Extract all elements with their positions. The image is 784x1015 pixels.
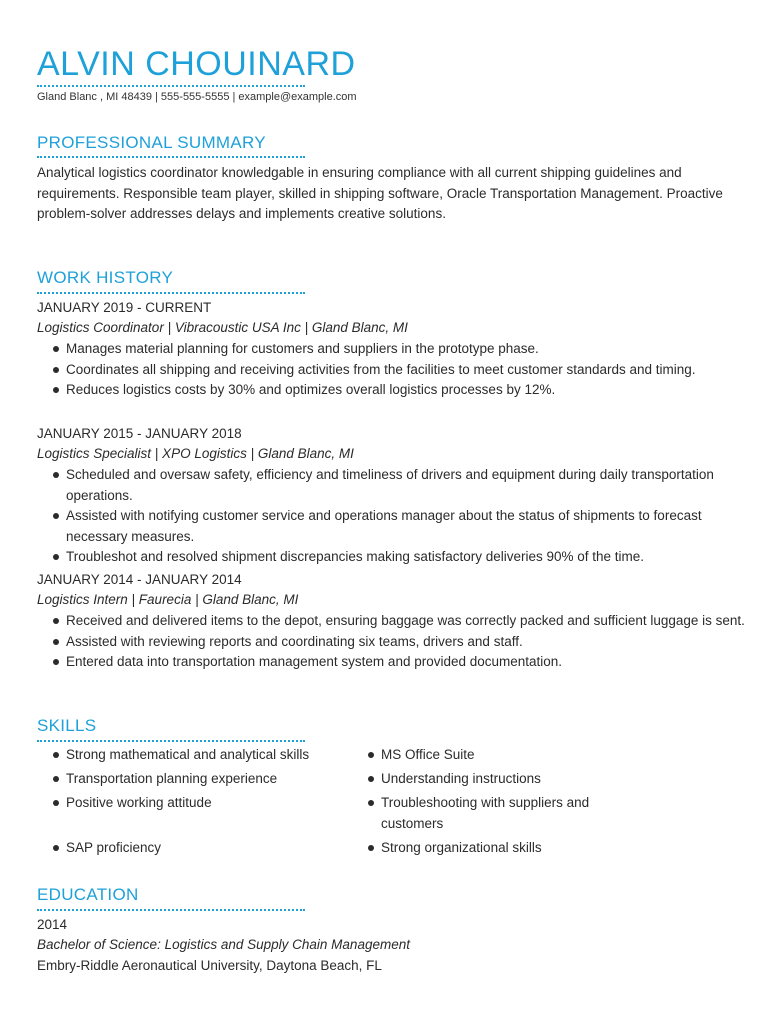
skills-divider [37, 740, 305, 742]
work-history-title: WORK HISTORY [37, 268, 174, 287]
job-bullet: Coordinates all shipping and receiving activities from the facilities to meet customer standards and timing. [51, 360, 751, 381]
skill-item: MS Office Suite [366, 745, 641, 766]
summary-divider [37, 156, 305, 158]
job-bullet: Entered data into transportation management system and provided documentation. [51, 652, 751, 673]
job-bullets [51, 465, 751, 568]
job-role: Logistics Specialist | XPO Logistics | Gland Blanc, MI [37, 446, 354, 461]
education-field: : Logistics and Supply Chain Management [157, 937, 410, 952]
education-degree: Bachelor of Science [37, 937, 158, 952]
job-dates: JANUARY 2015 - JANUARY 2018 [37, 426, 242, 441]
education-title: EDUCATION [37, 885, 139, 904]
skill-item: Understanding instructions [366, 769, 641, 790]
job-bullet: Reduces logistics costs by 30% and optimizes overall logistics processes by 12%. [51, 380, 751, 401]
skill-item: Positive working attitude [51, 793, 366, 814]
skill-item: Strong mathematical and analytical skills [51, 745, 366, 766]
job-bullet: Scheduled and oversaw safety, efficiency and timeliness of drivers and equipment during daily transportation operations. [51, 465, 751, 506]
education-school: Embry-Riddle Aeronautical University, Daytona Beach, FL [37, 958, 382, 973]
summary-text: Analytical logistics coordinator knowledgable in ensuring compliance with all current shipping guidelines and requirements. Responsible team player, skilled in shipping software, Oracle Transportation Management. Proactive problem-solver addresses delays and implements creative solutions. [37, 165, 723, 221]
name-divider [37, 85, 305, 87]
job-bullet: Manages material planning for customers and suppliers in the prototype phase. [51, 339, 751, 360]
skill-item: Troubleshooting with suppliers and customers [366, 793, 641, 834]
job-bullets [51, 611, 751, 673]
summary-title: PROFESSIONAL SUMMARY [37, 133, 266, 152]
education-divider [37, 909, 305, 911]
job-bullets [51, 339, 751, 401]
candidate-name: ALVIN CHOUINARD [37, 45, 356, 83]
job-bullet: Assisted with notifying customer service and operations manager about the status of shipments to forecast necessary measures. [51, 506, 751, 547]
skill-item: Strong organizational skills [366, 838, 641, 859]
work-history-divider [37, 292, 305, 294]
skill-item: Transportation planning experience [51, 769, 366, 790]
job-role: Logistics Intern | Faurecia | Gland Blanc, MI [37, 592, 299, 607]
job-bullet: Troubleshot and resolved shipment discrepancies making satisfactory deliveries 90% of the time. [51, 547, 751, 568]
skill-item: SAP proficiency [51, 838, 366, 859]
contact-line: Gland Blanc , MI 48439 | 555-555-5555 | example@example.com [37, 91, 357, 103]
skills-title: SKILLS [37, 716, 97, 735]
education-degree-line [37, 935, 410, 955]
job-bullet: Received and delivered items to the depot, ensuring baggage was correctly packed and sufficient luggage is sent. [51, 611, 751, 632]
job-dates: JANUARY 2019 - CURRENT [37, 300, 212, 315]
job-role: Logistics Coordinator | Vibracoustic USA Inc | Gland Blanc, MI [37, 320, 408, 335]
job-dates: JANUARY 2014 - JANUARY 2014 [37, 572, 242, 587]
job-bullet: Assisted with reviewing reports and coordinating six teams, drivers and staff. [51, 632, 751, 653]
education-year: 2014 [37, 917, 68, 932]
